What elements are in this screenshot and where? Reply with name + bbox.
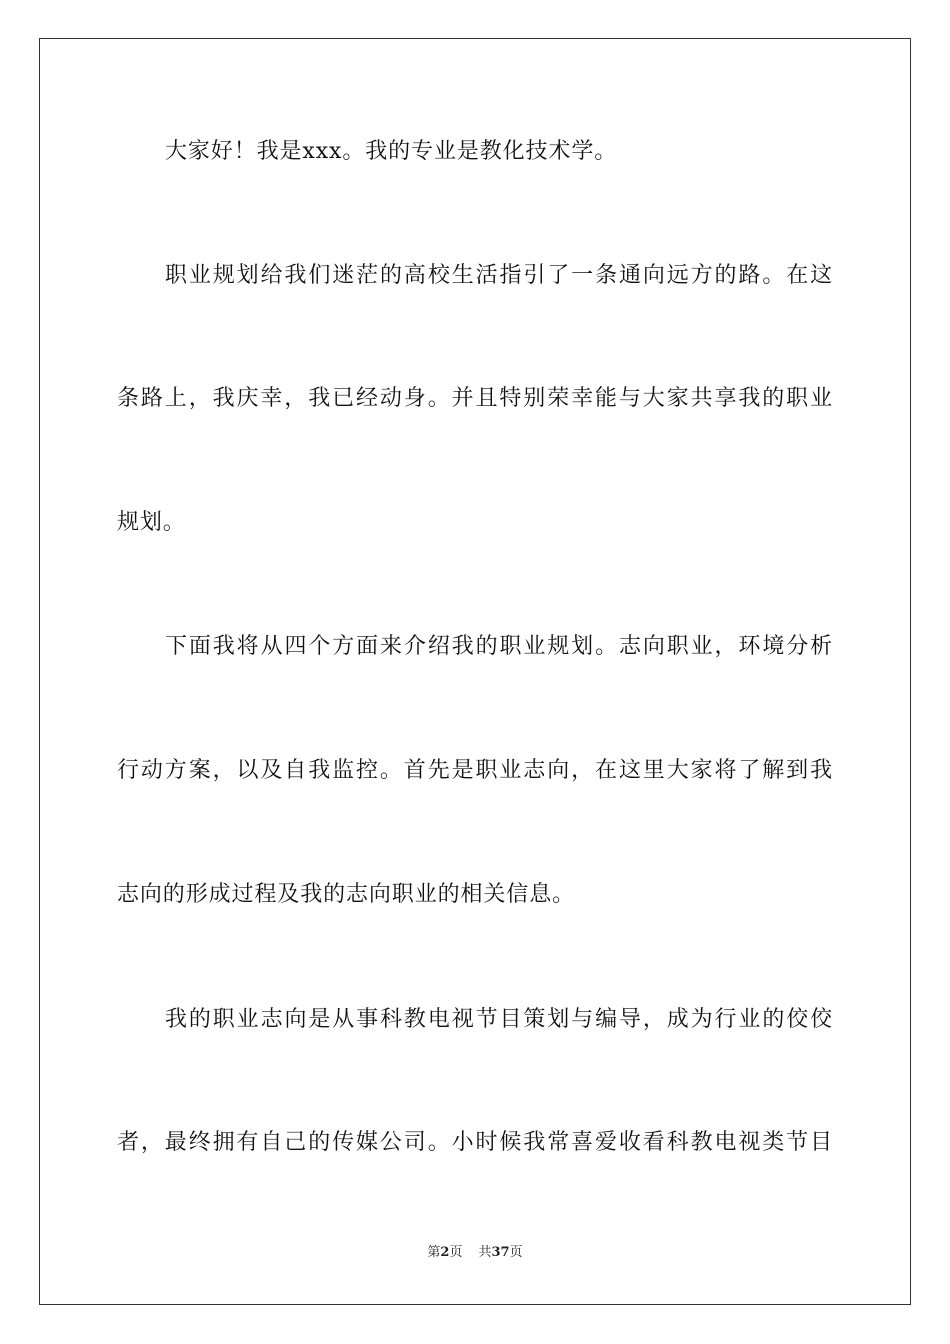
- paragraph-line: 职业规划给我们迷茫的高校生活指引了一条通向远方的路。在这: [165, 263, 833, 288]
- page-border: [39, 38, 911, 1305]
- paragraph-line: 我的职业志向是从事科教电视节目策划与编导，成为行业的佼佼: [165, 1007, 833, 1032]
- footer-total-suffix: 页: [509, 1245, 523, 1260]
- footer-page-prefix: 第: [427, 1245, 441, 1260]
- footer-page-number: 2: [440, 1245, 450, 1260]
- footer-page-suffix: 页: [449, 1245, 463, 1260]
- paragraph-line: 下面我将从四个方面来介绍我的职业规划。志向职业，环境分析: [165, 634, 833, 659]
- paragraph-line: 规划。: [117, 510, 186, 535]
- paragraph-line: 大家好！我是xxx。我的专业是教化技术学。: [165, 139, 618, 164]
- paragraph-line: 条路上，我庆幸，我已经动身。并且特别荣幸能与大家共享我的职业: [117, 386, 833, 411]
- paragraph-line: 者，最终拥有自己的传媒公司。小时候我常喜爱收看科教电视类节目: [117, 1130, 833, 1155]
- paragraph-line: 志向的形成过程及我的志向职业的相关信息。: [117, 882, 576, 907]
- footer-total-pages: 37: [491, 1245, 510, 1260]
- page-footer: [0, 1245, 950, 1261]
- footer-total-prefix: 共: [478, 1245, 492, 1260]
- paragraph-line: 行动方案，以及自我监控。首先是职业志向，在这里大家将了解到我: [117, 758, 833, 783]
